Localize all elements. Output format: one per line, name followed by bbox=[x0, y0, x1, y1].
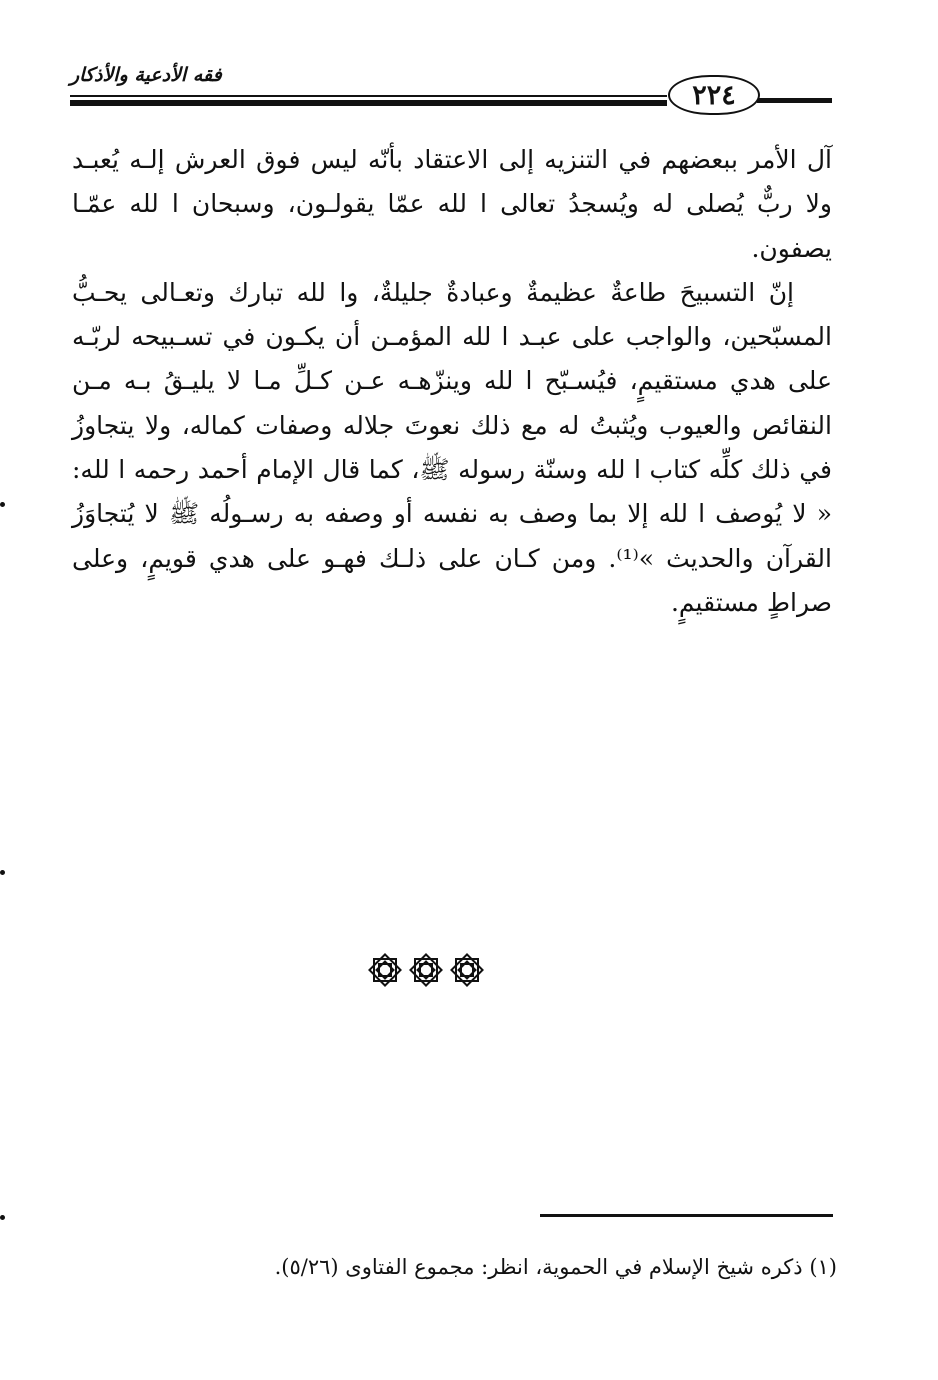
header-rule-thin bbox=[70, 95, 667, 97]
header-rule-right bbox=[757, 98, 832, 103]
footnote-separator bbox=[540, 1214, 833, 1217]
paragraph: إنّ التسبيحَ طاعةٌ عظيمةٌ وعبادةٌ جليلةٌ، وا لله تبارك وتعـالى يحـبُّ المسبّحين، والواجب على عبـد ا لله المؤمـن أن يكـون في تسـبيحه لربّـه على هدي مستقيمٍ، فيُسـبّح ا لله وينزّهـه عـن كـلِّ مـا لا يليـقُ بـه مـن النقائص والعيوب ويُثبتُ له مع ذلك نعوتَ جلاله وصفات كماله، ولا يتجاوزُ في ذلك كلِّه كتاب ا لله وسنّة رسوله ﷺ، كما قال الإمام أحمد رحمه ا لله: « لا يُوصف ا لله إلا بما وصف به نفسه أو وصفه به رسـولُه ﷺ لا يُتجاوَزُ القرآن والحديث »⁽¹⁾. ومن كـان على ذلـك فهـو على هدي قويمٍ، وعلى صراطٍ مستقيمٍ. bbox=[72, 277, 833, 617]
margin-mark bbox=[0, 502, 5, 507]
running-title: فقه الأدعية والأذكار bbox=[70, 64, 222, 86]
paragraph: آل الأمر ببعضهم في التنزيه إلى الاعتقاد بأنّه ليس فوق العرش إلـه يُعبـد ولا ربٌّ يُصلى له ويُسجدُ تعالى ا لله عمّا يقولـون، وسبحان ا لله عمّـا يصفون. bbox=[72, 145, 832, 263]
footnote: (١) ذكره شيخ الإسلام في الحموية، انظر: مجموع الفتاوى (٥/٢٦). bbox=[274, 1255, 837, 1279]
page-header bbox=[70, 62, 832, 124]
octagram-star-icon bbox=[407, 951, 445, 989]
section-ornament bbox=[366, 951, 486, 989]
header-rule-thick bbox=[70, 100, 667, 106]
margin-mark bbox=[0, 870, 5, 875]
margin-mark bbox=[0, 1215, 5, 1220]
page-number: ٢٢٤ bbox=[668, 75, 760, 115]
body-text bbox=[72, 138, 832, 625]
octagram-star-icon bbox=[448, 951, 486, 989]
octagram-star-icon bbox=[366, 951, 404, 989]
